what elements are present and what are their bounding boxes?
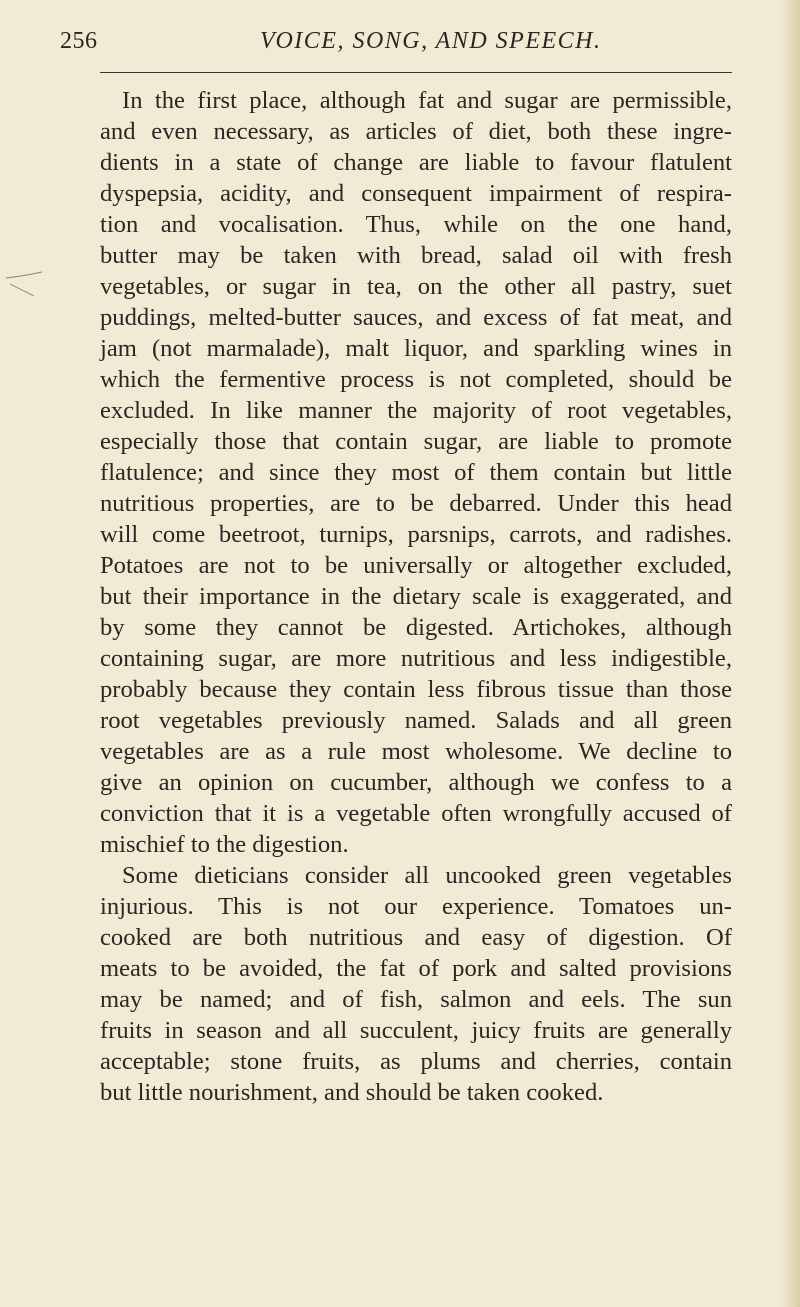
text-line: butter may be taken with bread, salad oil with fresh bbox=[100, 242, 732, 269]
body-text bbox=[100, 85, 732, 1108]
text-line: excluded. In like manner the majority of root vegetables, bbox=[100, 397, 732, 424]
text-line: cooked are both nutritious and easy of digestion. Of bbox=[100, 924, 732, 951]
text-line: dyspepsia, acidity, and consequent impairment of respira- bbox=[100, 180, 732, 207]
running-title: VOICE, SONG, AND SPEECH. bbox=[260, 28, 602, 54]
text-line: but little nourishment, and should be taken cooked. bbox=[100, 1079, 604, 1106]
text-line: In the first place, although fat and sugar are permissible, bbox=[122, 87, 732, 114]
text-line: which the fermentive process is not completed, should be bbox=[100, 366, 732, 393]
text-line: conviction that it is a vegetable often wrongfully accused of bbox=[100, 800, 732, 827]
text-line: vegetables, or sugar in tea, on the other all pastry, suet bbox=[100, 273, 732, 300]
text-line: but their importance in the dietary scale is exaggerated, and bbox=[100, 583, 732, 610]
text-line: injurious. This is not our experience. Tomatoes un- bbox=[100, 893, 732, 920]
page-edge-shadow bbox=[778, 0, 800, 1307]
text-line: vegetables are as a rule most wholesome. We decline to bbox=[100, 738, 732, 765]
text-line: may be named; and of fish, salmon and eels. The sun bbox=[100, 986, 732, 1013]
page-number: 256 bbox=[60, 28, 98, 54]
text-line: root vegetables previously named. Salads and all green bbox=[100, 707, 732, 734]
text-line: puddings, melted-butter sauces, and excess of fat meat, and bbox=[100, 304, 732, 331]
text-line: flatulence; and since they most of them contain but little bbox=[100, 459, 732, 486]
text-line: Potatoes are not to be universally or altogether excluded, bbox=[100, 552, 732, 579]
margin-pencil-mark bbox=[4, 250, 64, 310]
text-line: mischief to the digestion. bbox=[100, 831, 349, 858]
text-line: probably because they contain less fibrous tissue than those bbox=[100, 676, 732, 703]
header-rule bbox=[100, 72, 732, 73]
text-line: and even necessary, as articles of diet, both these ingre- bbox=[100, 118, 732, 145]
text-line: especially those that contain sugar, are liable to promote bbox=[100, 428, 732, 455]
text-line: tion and vocalisation. Thus, while on the one hand, bbox=[100, 211, 732, 238]
text-line: nutritious properties, are to be debarred. Under this head bbox=[100, 490, 732, 517]
text-line: containing sugar, are more nutritious and less indigestible, bbox=[100, 645, 732, 672]
text-line: fruits in season and all succulent, juicy fruits are generally bbox=[100, 1017, 732, 1044]
text-line: dients in a state of change are liable to favour flatulent bbox=[100, 149, 732, 176]
text-line: jam (not marmalade), malt liquor, and sparkling wines in bbox=[100, 335, 732, 362]
page-header bbox=[60, 20, 740, 60]
text-line: meats to be avoided, the fat of pork and salted provisions bbox=[100, 955, 732, 982]
text-line: Some dieticians consider all uncooked green vegetables bbox=[122, 862, 732, 889]
text-line: will come beetroot, turnips, parsnips, carrots, and radishes. bbox=[100, 521, 732, 548]
text-line: acceptable; stone fruits, as plums and cherries, contain bbox=[100, 1048, 732, 1075]
text-line: by some they cannot be digested. Artichokes, although bbox=[100, 614, 732, 641]
text-line: give an opinion on cucumber, although we confess to a bbox=[100, 769, 732, 796]
